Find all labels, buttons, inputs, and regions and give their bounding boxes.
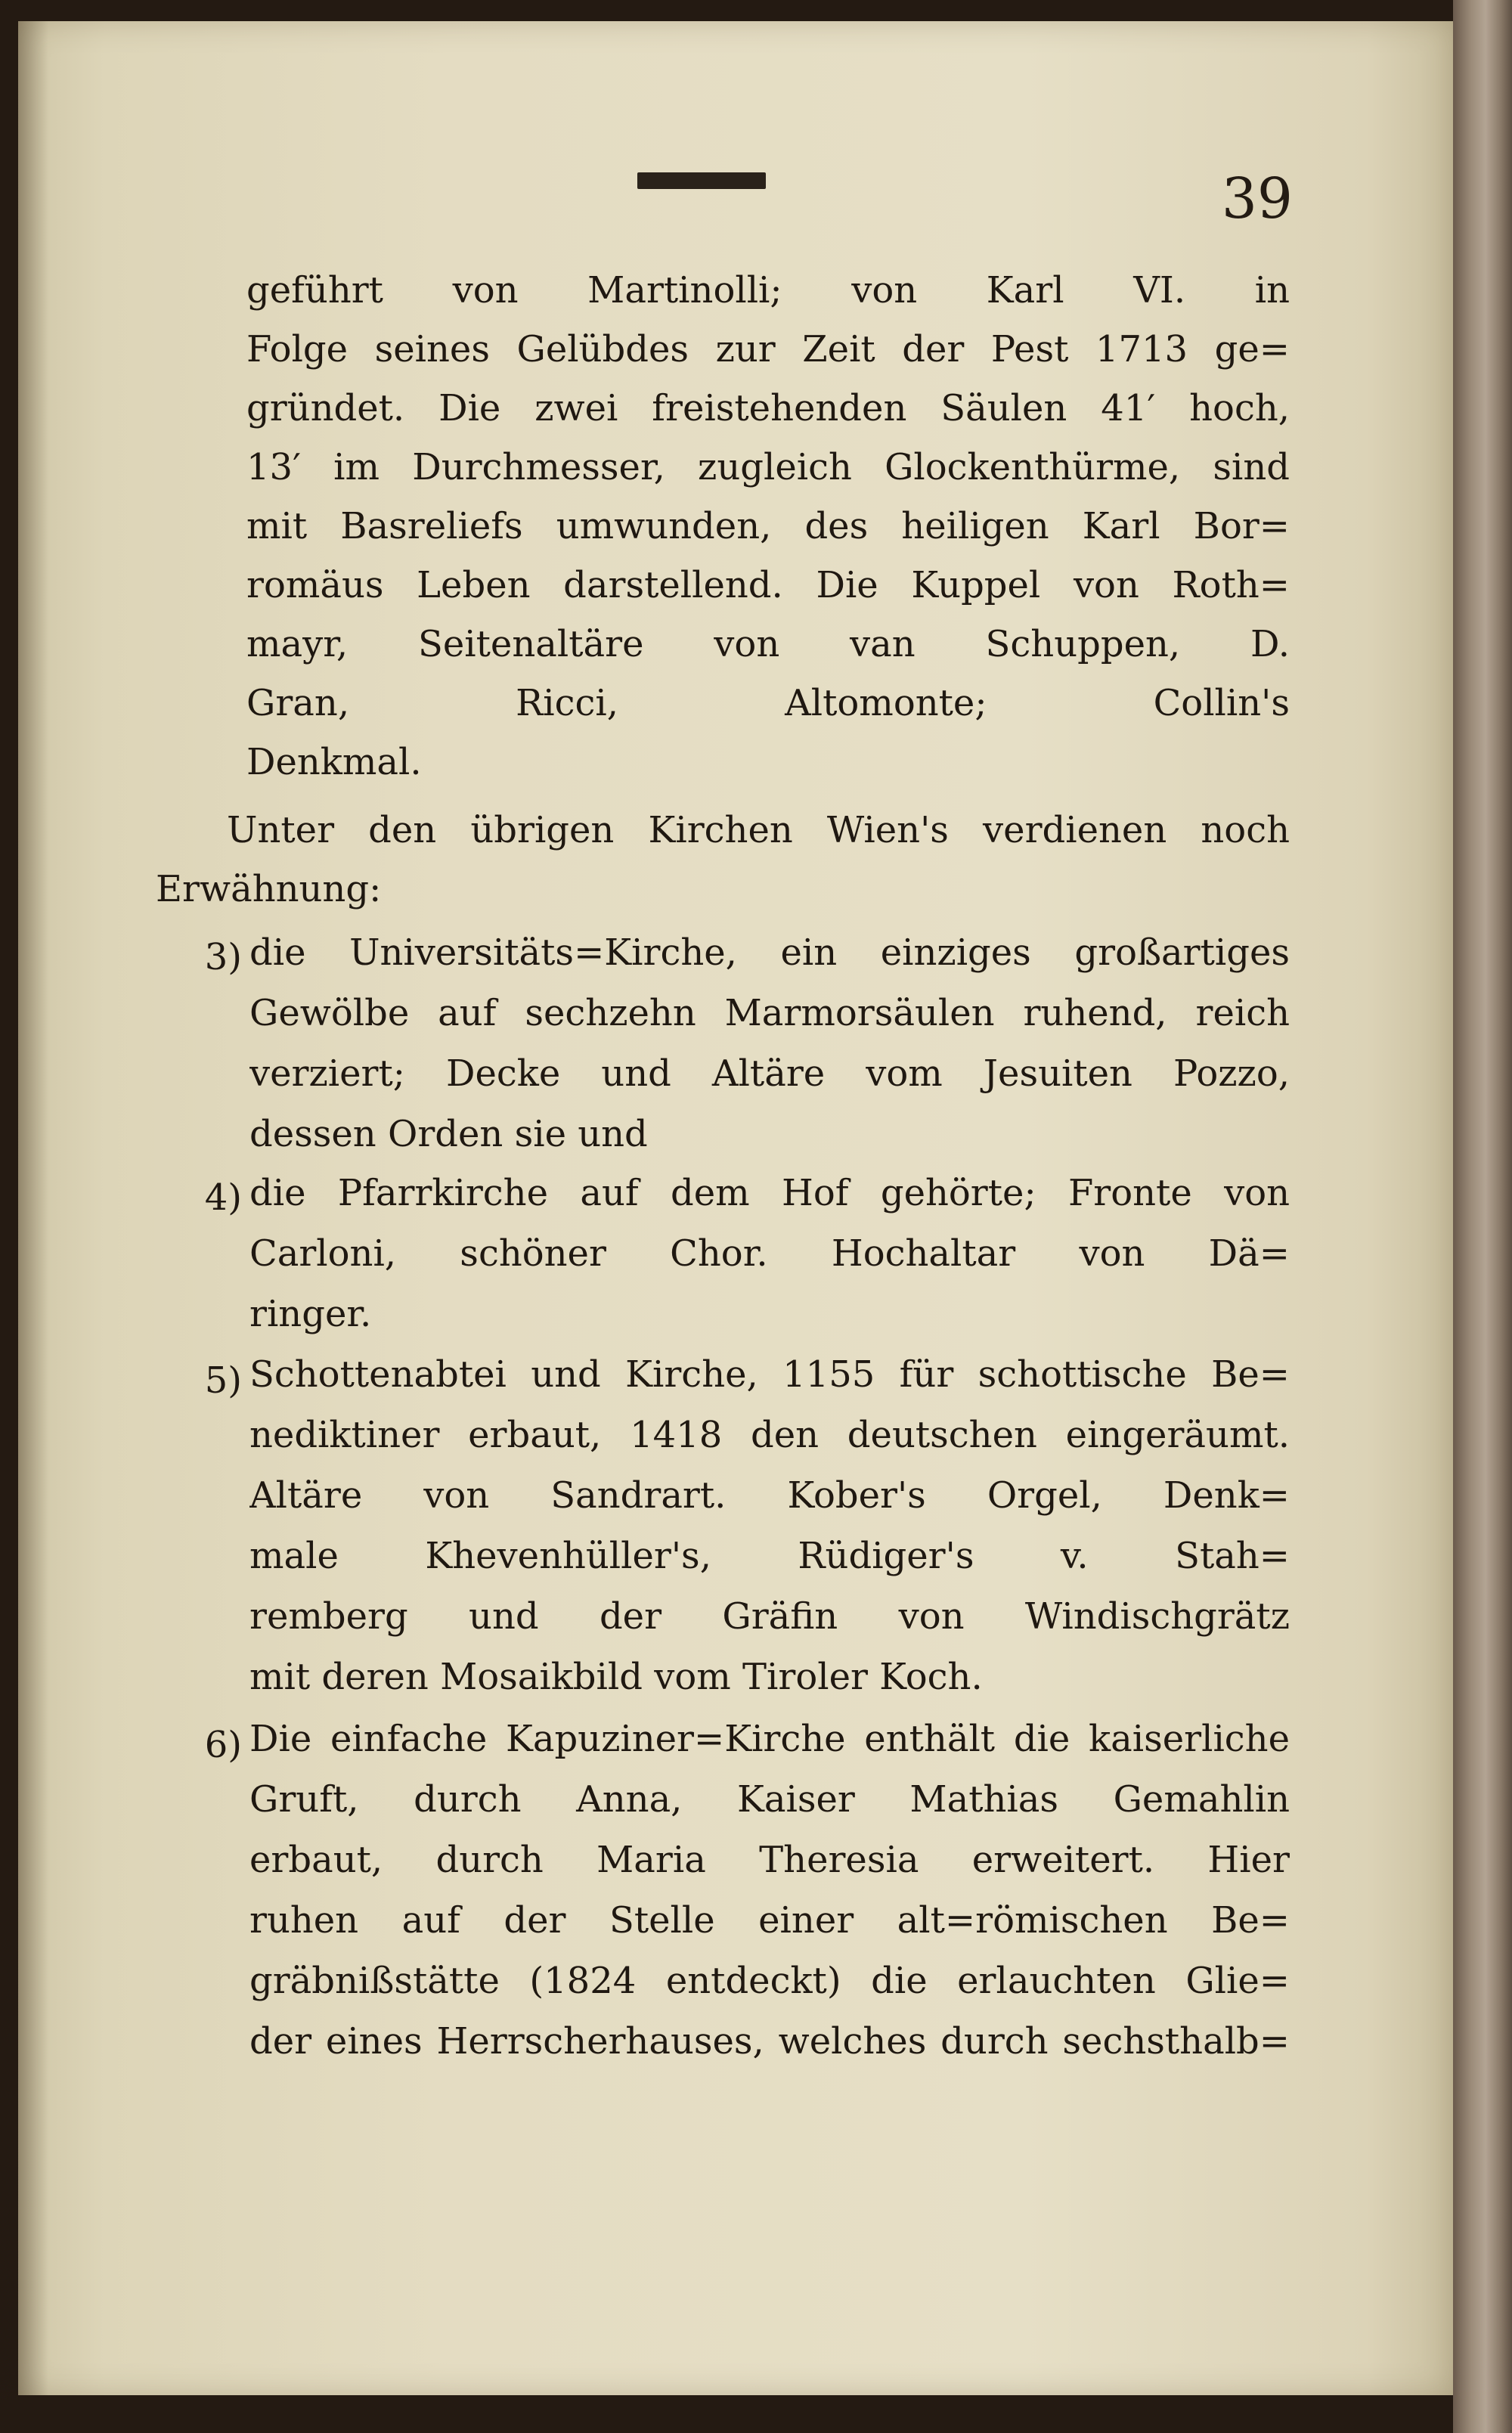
text-line: Die einfache Kapuziner=Kirche enthält die kaiserliche [249, 1718, 1290, 1760]
text-line: verziert; Decke und Altäre vom Jesuiten Pozzo, [249, 1052, 1290, 1095]
text-line: remberg und der Gräfin von Windischgrätz [249, 1595, 1290, 1638]
text-line: ringer. [249, 1293, 372, 1335]
text-line: der eines Herrscherhauses, welches durch sechsthalb= [249, 2020, 1290, 2063]
text-line: erbaut, durch Maria Theresia erweitert. Hier [249, 1839, 1290, 1881]
text-line: romäus Leben darstellend. Die Kuppel von Roth= [246, 564, 1290, 606]
text-line: nediktiner erbaut, 1418 den deutschen eingeräumt. [249, 1414, 1290, 1456]
text-line: Gewölbe auf sechzehn Marmorsäulen ruhend, reich [249, 992, 1290, 1034]
text-line: Gran, Ricci, Altomonte; Collin's [246, 682, 1290, 724]
text-line: gründet. Die zwei freistehenden Säulen 41′ hoch, [246, 387, 1290, 429]
item-number: 6) [204, 1724, 242, 1766]
text-line: dessen Orden sie und [249, 1113, 648, 1155]
text-line: mayr, Seitenaltäre von van Schuppen, D. [246, 623, 1290, 665]
text-line: die Universitäts=Kirche, ein einziges großartiges [249, 931, 1290, 974]
text-line: Schottenabtei und Kirche, 1155 für schottische Be= [249, 1353, 1290, 1396]
text-line: Unter den übrigen Kirchen Wien's verdienen noch [227, 809, 1290, 851]
text-line: 13′ im Durchmesser, zugleich Glockenthürme, sind [246, 446, 1290, 488]
text-line: Altäre von Sandrart. Kober's Orgel, Denk= [249, 1474, 1290, 1517]
item-number: 5) [204, 1359, 242, 1402]
item-number: 4) [204, 1176, 242, 1219]
text-line: die Pfarrkirche auf dem Hof gehörte; Fronte von [249, 1172, 1290, 1214]
text-line: Erwähnung: [156, 868, 382, 910]
text-line: geführt von Martinolli; von Karl VI. in [246, 269, 1290, 311]
text-line: Denkmal. [246, 741, 422, 783]
text-line: mit deren Mosaikbild vom Tiroler Koch. [249, 1656, 983, 1698]
text-line: Gruft, durch Anna, Kaiser Mathias Gemahlin [249, 1778, 1290, 1821]
item-number: 3) [204, 936, 242, 978]
text-line: mit Basreliefs umwunden, des heiligen Karl Bor= [246, 505, 1290, 547]
text-line: ruhen auf der Stelle einer alt=römischen Be= [249, 1899, 1290, 1942]
page-number: 39 [1221, 166, 1293, 231]
text-line: Folge seines Gelübdes zur Zeit der Pest 1713 ge= [246, 328, 1290, 370]
text-line: male Khevenhüller's, Rüdiger's v. Stah= [249, 1535, 1290, 1577]
text-line: gräbnißstätte (1824 entdeckt) die erlauchten Glie= [249, 1960, 1290, 2002]
text-line: Carloni, schöner Chor. Hochaltar von Dä= [249, 1232, 1290, 1275]
